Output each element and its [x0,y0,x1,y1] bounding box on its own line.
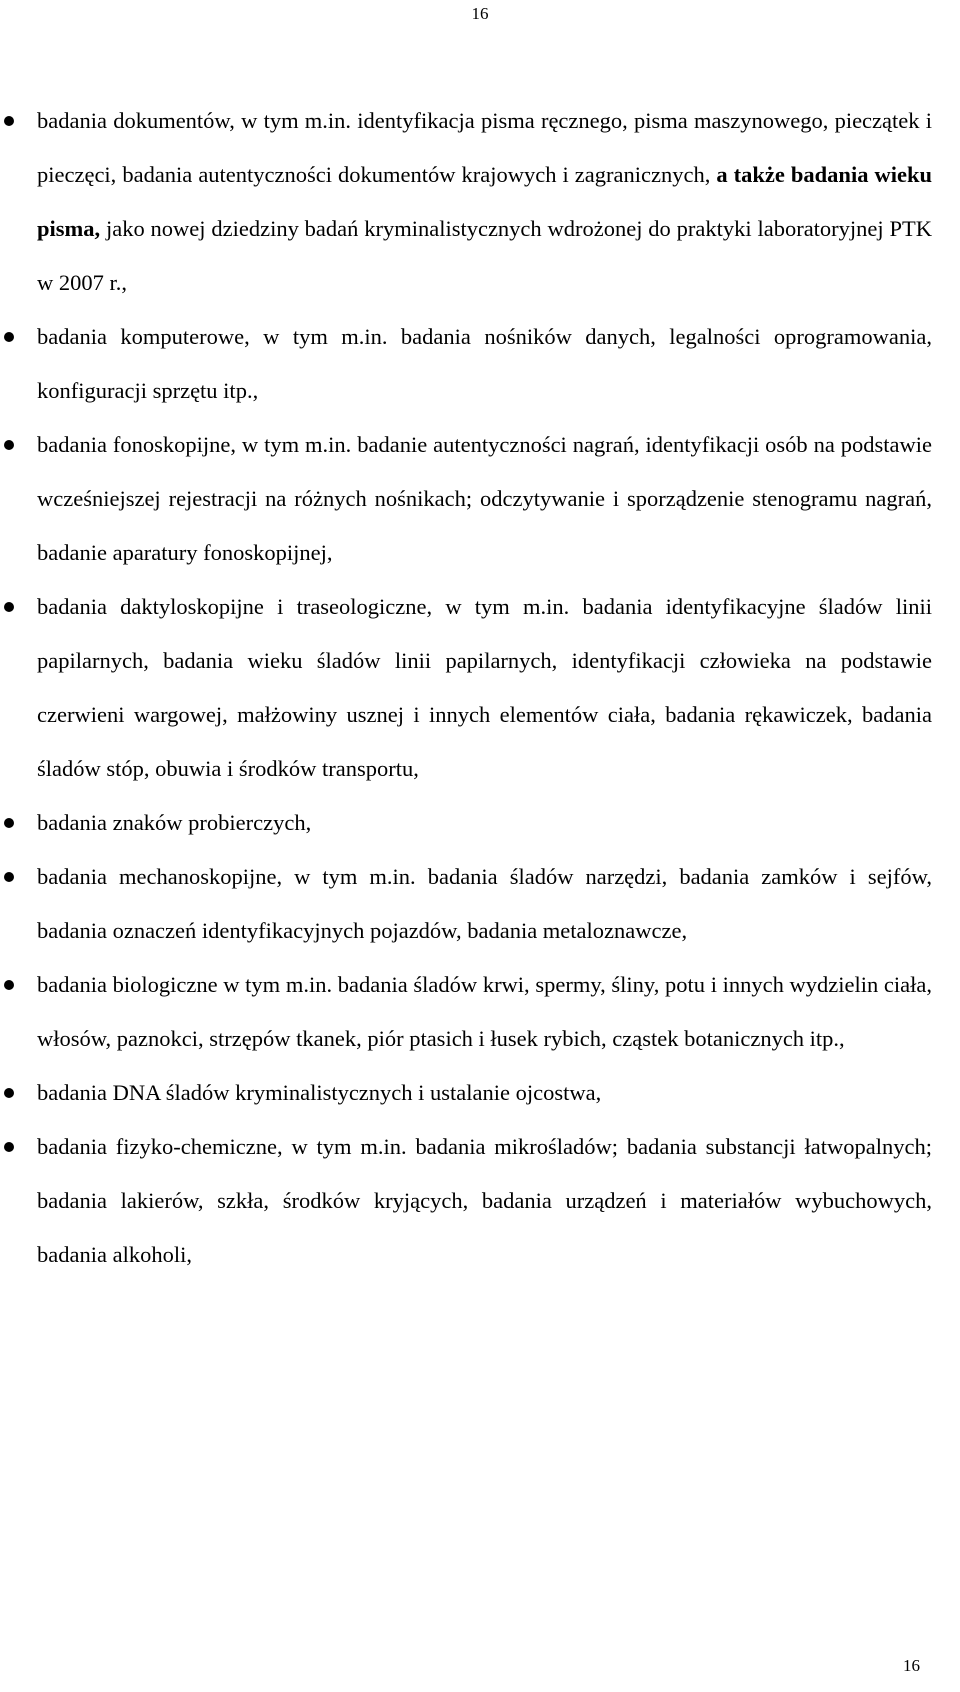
bullet-icon [4,1142,14,1152]
page-number-bottom: 16 [903,1656,920,1675]
bullet-list [0,94,960,1282]
bullet-icon [4,980,14,990]
bullet-icon [4,332,14,342]
list-item-text: badania fonoskopijne, w tym m.in. badanie autentyczności nagrań, identyfikacji osób na podstawie wcześniejszej rejestracji na różnych nośnikach; odczytywanie i sporządzenie stenogramu nagrań, badanie aparatury fonoskopijnej, [37,432,932,565]
page-number-top: 16 [471,4,489,23]
list-item [37,580,932,796]
list-item-text: badania dokumentów, w tym m.in. identyfikacja pisma ręcznego, pisma maszynowego, pieczątek i pieczęci, badania autentyczności dokumentów krajowych i zagranicznych, a także badania wieku pisma, jako nowej dziedziny badań kryminalistycznych wdrożonej do praktyki laboratoryjnej PTK w 2007 r., [37,108,932,295]
bullet-icon [4,1088,14,1098]
list-item [37,94,932,310]
list-item-text: badania mechanoskopijne, w tym m.in. badania śladów narzędzi, badania zamków i sejfów, badania oznaczeń identyfikacyjnych pojazdów, badania metaloznawcze, [37,864,932,943]
list-item-text: badania daktyloskopijne i traseologiczne, w tym m.in. badania identyfikacyjne śladów linii papilarnych, badania wieku śladów linii papilarnych, identyfikacji człowieka na podstawie czerwieni wargowej, małżowiny usznej i innych elementów ciała, badania rękawiczek, badania śladów stóp, obuwia i środków transportu, [37,594,932,781]
list-item-text: badania komputerowe, w tym m.in. badania nośników danych, legalności oprogramowania, konfiguracji sprzętu itp., [37,324,932,403]
list-item-text: badania biologiczne w tym m.in. badania śladów krwi, spermy, śliny, potu i innych wydzielin ciała, włosów, paznokci, strzępów tkanek, piór ptasich i łusek rybich, cząstek botanicznych itp., [37,972,932,1051]
list-item-text: badania DNA śladów kryminalistycznych i ustalanie ojcostwa, [37,1080,602,1105]
list-item [37,1120,932,1282]
bullet-icon [4,818,14,828]
list-item [37,796,932,850]
list-item-text: badania znaków probierczych, [37,810,312,835]
bullet-icon [4,602,14,612]
list-item [37,850,932,958]
list-item [37,958,932,1066]
bullet-icon [4,872,14,882]
list-item [37,310,932,418]
bullet-icon [4,440,14,450]
bold-phrase: a także badania wieku pisma, [37,162,932,241]
list-item-text: badania fizyko-chemiczne, w tym m.in. badania mikrośladów; badania substancji łatwopalnych; badania lakierów, szkła, środków kryjących, badania urządzeń i materiałów wybuchowych, badania alkoholi, [37,1134,932,1267]
list-item [37,1066,932,1120]
bullet-icon [4,116,14,126]
list-item [37,418,932,580]
